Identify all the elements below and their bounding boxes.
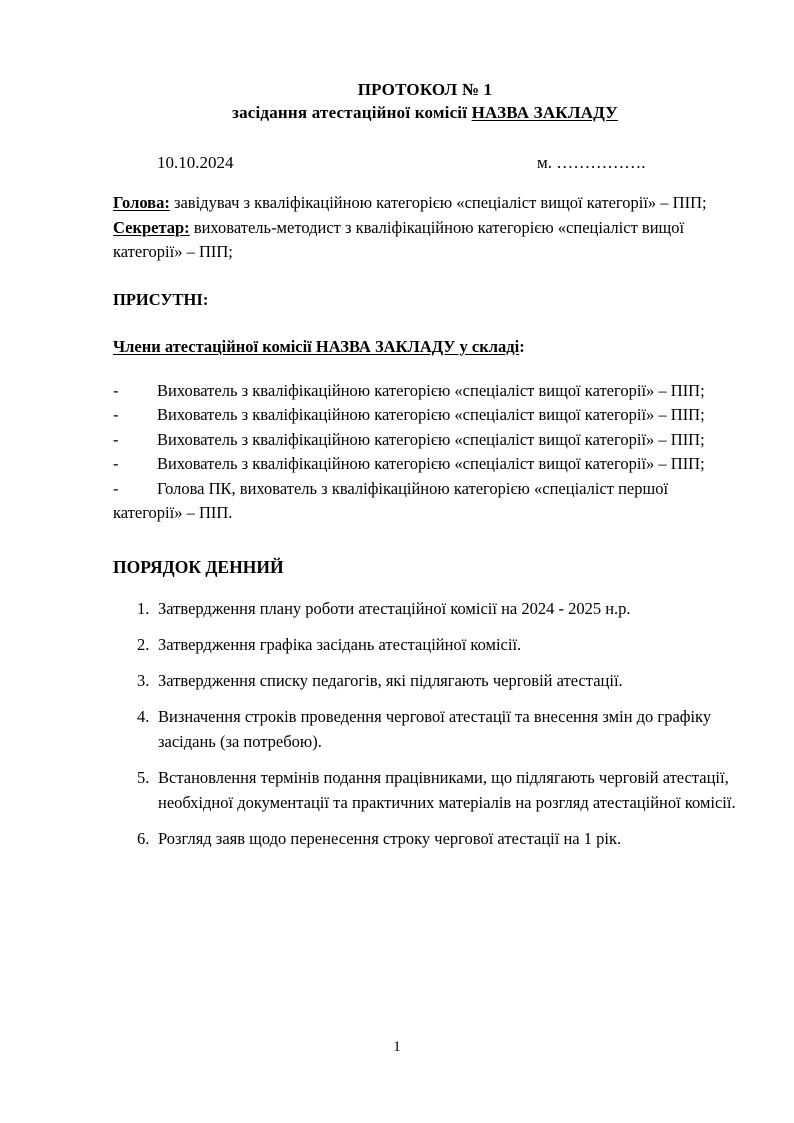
agenda-number: 1.	[137, 599, 150, 618]
agenda-text: Затвердження списку педагогів, які підлягають черговій атестації.	[158, 671, 623, 690]
page-number: 1	[393, 1039, 401, 1055]
committee-members-list	[113, 379, 737, 526]
member-text: Вихователь з кваліфікаційною категорією «спеціаліст вищої категорії» – ПІП;	[157, 405, 705, 424]
agenda-text: Розгляд заяв щодо перенесення строку чергової атестації на 1 рік.	[158, 829, 622, 848]
protocol-subtitle-line	[113, 101, 737, 124]
agenda-number: 6.	[137, 829, 150, 848]
subtitle-prefix: засідання атестаційної комісії	[232, 103, 472, 122]
agenda-number: 4.	[137, 707, 150, 726]
member-text: Голова ПК, вихователь з кваліфікаційною категорією «спеціаліст першої категорії» – ПІП.	[113, 478, 669, 522]
list-item	[113, 704, 737, 754]
secretary-label: Секретар:	[113, 217, 190, 237]
secretary-text: вихователь-методист з кваліфікаційною категорією «спеціаліст вищої категорії» – ПІП;	[113, 217, 685, 261]
dash-bullet-icon: -	[113, 478, 119, 498]
list-item	[113, 477, 737, 526]
agenda-number: 5.	[137, 768, 150, 787]
agenda-number: 2.	[137, 635, 150, 654]
list-item	[113, 379, 737, 404]
institution-name: НАЗВА ЗАКЛАДУ	[471, 103, 618, 122]
member-text: Вихователь з кваліфікаційною категорією «спеціаліст вищої категорії» – ПІП;	[157, 454, 705, 473]
agenda-text: Визначення строків проведення чергової атестації та внесення змін до графіку засідань (за потребою).	[158, 707, 712, 751]
members-heading	[113, 335, 737, 360]
meeting-date: 10.10.2024	[157, 153, 234, 172]
list-item	[113, 428, 737, 453]
secretary-paragraph	[113, 216, 737, 265]
list-item	[113, 668, 737, 693]
agenda-text: Встановлення термінів подання працівниками, що підлягають черговій атестації, необхідної документації та практичних матеріалів на розгляд атестаційної комісії.	[158, 768, 736, 812]
agenda-heading: ПОРЯДОК ДЕННИЙ	[113, 556, 284, 577]
agenda-text: Затвердження плану роботи атестаційної комісії на 2024 - 2025 н.р.	[158, 599, 631, 618]
list-item	[113, 403, 737, 428]
dash-bullet-icon: -	[113, 405, 119, 424]
list-item	[113, 632, 737, 657]
chair-paragraph	[113, 191, 737, 216]
member-text: Вихователь з кваліфікаційною категорією «спеціаліст вищої категорії» – ПІП;	[157, 429, 705, 449]
dash-bullet-icon: -	[113, 429, 119, 449]
agenda-list	[113, 596, 737, 851]
protocol-title-line: ПРОТОКОЛ № 1	[357, 80, 493, 99]
dash-bullet-icon: -	[113, 454, 119, 473]
list-item	[113, 452, 737, 477]
chair-text: завідувач з кваліфікаційною категорією «спеціаліст вищої категорії» – ПІП;	[169, 193, 707, 212]
list-item	[113, 765, 737, 815]
member-text: Вихователь з кваліфікаційною категорією «спеціаліст вищої категорії» – ПІП;	[157, 380, 705, 400]
chair-label: Голова:	[113, 193, 170, 212]
meeting-place: м. …………….	[537, 153, 646, 172]
agenda-number: 3.	[137, 671, 150, 690]
date-place-row	[113, 151, 737, 174]
members-heading-suffix: :	[519, 337, 525, 356]
present-heading: ПРИСУТНІ:	[113, 289, 209, 309]
document-content	[113, 0, 737, 862]
list-item	[113, 596, 737, 621]
list-item	[113, 826, 737, 851]
dash-bullet-icon: -	[113, 380, 119, 400]
agenda-text: Затвердження графіка засідань атестаційної комісії.	[158, 635, 522, 654]
members-heading-underlined: Члени атестаційної комісії НАЗВА ЗАКЛАДУ у складі	[113, 337, 520, 356]
document-title-block	[113, 78, 737, 124]
